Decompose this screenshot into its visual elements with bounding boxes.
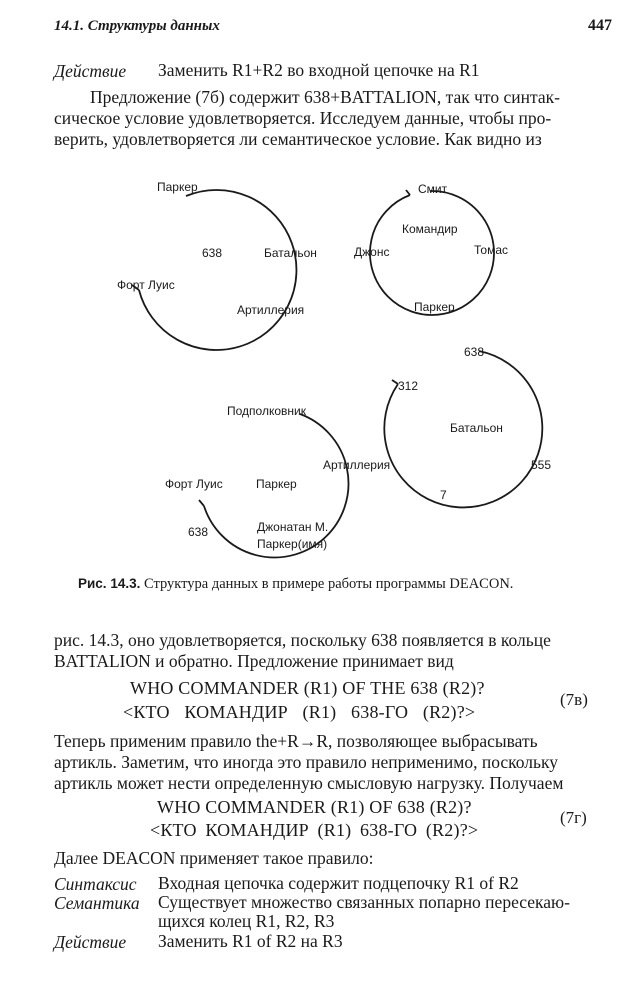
ring4-label-jonathan: Джонатан М. <box>257 520 329 534</box>
ring4-label-parker: Паркер <box>256 477 297 491</box>
ring2-label-smith: Смит <box>418 182 448 196</box>
eq7v-line2: <КТО КОМАНДИР (R1) 638-ГО (R2)?> <box>123 702 476 722</box>
rule-text-action: Заменить R1 of R2 на R3 <box>158 931 343 951</box>
figure-caption <box>78 576 513 593</box>
eq7g-line1: WHO COMMANDER (R1) OF 638 (R2)? <box>157 797 472 817</box>
rule-text-semantics-1: Существует множество связанных попарно пересекаю- <box>158 892 570 912</box>
ring4-label-lt-colonel: Подполковник <box>227 404 306 418</box>
ring3-label-312: 312 <box>398 379 419 393</box>
para2-line2: BATTALION и обратно. Предложение принимает вид <box>54 651 454 671</box>
ring2-label-jones: Джонс <box>354 245 390 259</box>
para1-line3: верить, удовлетворяется ли семантическое условие. Как видно из <box>54 129 542 149</box>
ring3-label-7: 7 <box>440 488 447 502</box>
eq7g-line2: <КТО КОМАНДИР (R1) 638-ГО (R2)?> <box>150 820 479 840</box>
ring2-label-commander: Командир <box>402 222 458 236</box>
ring1-label-fort-lewis: Форт Луис <box>117 278 175 292</box>
rule-term-syntax: Синтаксис <box>54 874 137 894</box>
para3-line3: артикль может нести определенную смысловую нагрузку. Получаем <box>54 773 564 793</box>
ring3-label-638: 638 <box>464 345 485 359</box>
ring1-label-638: 638 <box>202 246 223 260</box>
figure-caption-number: Рис. 14.3. <box>78 576 141 591</box>
page-number: 447 <box>588 17 612 34</box>
ring4-label-artillery: Артиллерия <box>323 458 391 472</box>
para1-line2: сическое условие удовлетворяется. Исследуем данные, чтобы про- <box>54 108 552 128</box>
rule-text-semantics-2: щихся колец R1, R2, R3 <box>158 911 335 931</box>
para1-line1: Предложение (7б) содержит 638+BATTALION, так что синтак- <box>90 87 560 107</box>
ring1-label-artillery: Артиллерия <box>237 303 305 317</box>
ring1-label-parker: Паркер <box>157 180 198 194</box>
ring1-circle <box>139 190 296 350</box>
ring1-label-battalion: Батальон <box>264 246 317 260</box>
rule-term-action-top: Действие <box>54 61 127 81</box>
para3-line1: Теперь применим правило the+R→R, позволяющее выбрасывать <box>54 731 538 751</box>
ring4-label-parker-name: Паркер(имя) <box>257 537 328 551</box>
eq7g-number: (7г) <box>560 808 587 827</box>
ring3-label-battalion: Батальон <box>450 421 503 435</box>
rule-term-action: Действие <box>54 932 127 952</box>
ring4-label-fort-lewis: Форт Луис <box>165 477 223 491</box>
eq7v-number: (7в) <box>560 690 588 709</box>
para2-line1: рис. 14.3, оно удовлетворяется, поскольку 638 появляется в кольце <box>54 630 551 650</box>
running-header-section: 14.1. Структуры данных <box>54 18 220 34</box>
rule-text-action-top: Заменить R1+R2 во входной цепочке на R1 <box>158 60 480 80</box>
para3-line2: артикль. Заметим, что иногда это правило неприменимо, поскольку <box>54 752 559 772</box>
rule-text-syntax: Входная цепочка содержит подцепочку R1 of R2 <box>158 873 519 893</box>
ring4-label-638: 638 <box>188 525 209 539</box>
figure-caption-text: Структура данных в примере работы программы DEACON. <box>143 576 514 592</box>
eq7v-line1: WHO COMMANDER (R1) OF THE 638 (R2)? <box>130 678 485 698</box>
ring2-label-thomas: Томас <box>474 243 508 257</box>
rule-term-semantics: Семантика <box>54 893 140 913</box>
ring3-label-555: 555 <box>531 458 552 472</box>
ring2-label-parker: Паркер <box>414 300 455 314</box>
para4: Далее DEACON применяет такое правило: <box>54 848 374 868</box>
